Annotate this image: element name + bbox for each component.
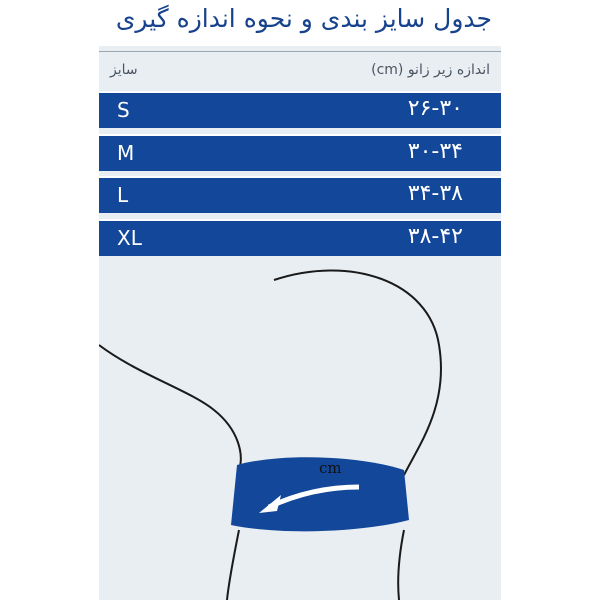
unit-label: cm [319, 459, 342, 477]
leg-front-outline [274, 270, 441, 475]
column-header-size: سایز [110, 62, 138, 78]
calf-back-outline [227, 530, 239, 600]
page-title: جدول سایز بندی و نحوه اندازه گیری [115, 4, 492, 33]
size-row-xl [99, 219, 501, 256]
size-label: XL [117, 226, 142, 250]
size-range: ۳۰-۳۴ [407, 139, 463, 164]
size-row-l [99, 176, 501, 213]
size-range: ۳۸-۴۲ [407, 224, 463, 249]
header-divider [99, 51, 501, 52]
column-header-measurement: اندازه زیر زانو (cm) [371, 62, 490, 78]
size-label: M [117, 141, 135, 165]
calf-front-outline [398, 530, 404, 600]
size-range: ۲۶-۳۰ [407, 96, 463, 121]
size-row-s [99, 91, 501, 128]
knee-measurement-icon [99, 255, 501, 600]
leg-back-outline [99, 345, 241, 470]
size-label: S [117, 98, 130, 122]
size-range: ۳۴-۳۸ [407, 181, 463, 206]
size-label: L [117, 183, 129, 207]
size-row-m [99, 134, 501, 171]
